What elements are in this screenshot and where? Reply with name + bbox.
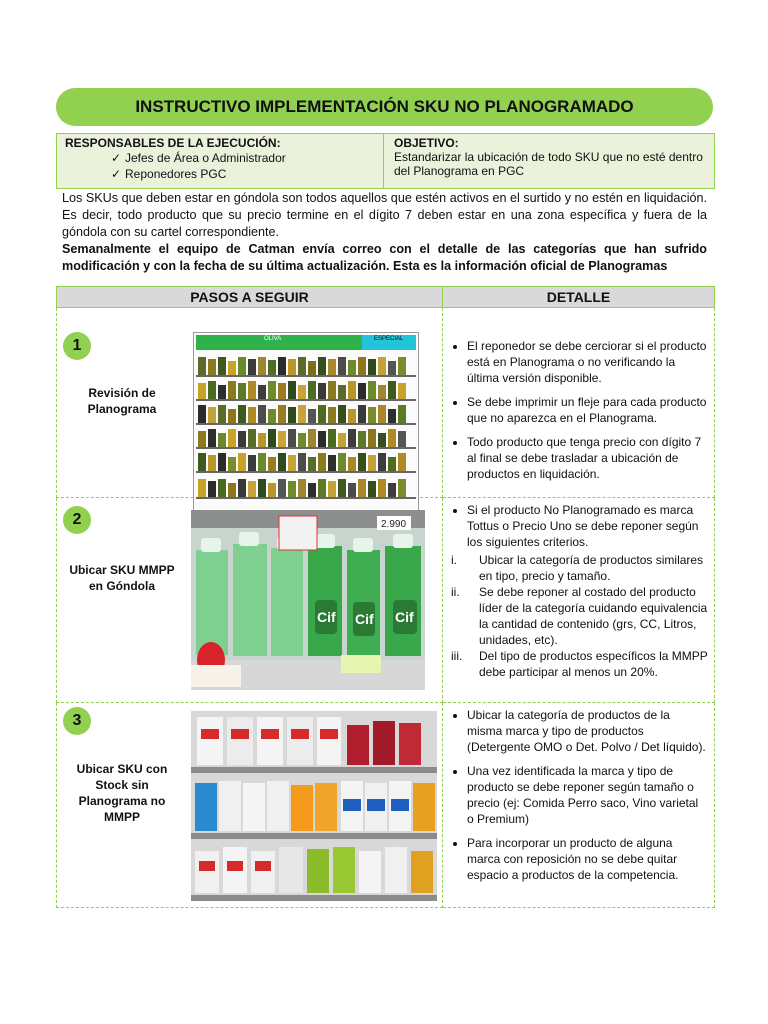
svg-text:Cif: Cif [317,609,336,625]
step-number-badge: 3 [63,707,91,735]
detail-bullet: • Se debe imprimir un fleje para cada producto que no aparezca en el Planograma. [467,394,708,426]
title-bar [56,88,713,126]
table-row [57,703,715,908]
step-label: Revisión de Planograma [87,386,157,416]
responsables-heading: RESPONSABLES DE LA EJECUCIÓN: [65,136,281,150]
objetivo-section [384,134,714,188]
photo-price-tag: 2.990 [381,519,407,530]
detail-bullet: • Si el producto No Planogramado es marca Tottus o Precio Uno se debe reponer según los siguientes criterios. [467,502,708,550]
criteria-item: ii. Se debe reponer al costado del producto líder de la categoría cuidando equivalencia la cantidad de contenido (grs, CC, Litros, unidades, etc). [451,585,708,647]
shelf-photo-detergents [191,711,437,901]
detail-cell [443,308,715,498]
detail-bullet: • Una vez identificada la marca y tipo de producto se debe reponer según tamaño o precio (ej: Comida Perro saco, Vino varietal o Premium) [467,763,708,827]
responsables-objetivo-box [56,133,715,189]
column-header-detalle: DETALLE [443,287,715,308]
detail-bullet: • Para incorporar un producto de alguna marca con reposición no se debe quitar espacio a productos de la competencia. [467,835,708,883]
step-cell [57,308,443,498]
objetivo-heading: OBJETIVO: [394,136,459,150]
shelf-photo-drawing [191,711,437,901]
intro-text [62,190,707,275]
planogram-header-right: ESPECIAL [374,336,404,342]
detail-bullet: • Ubicar la categoría de productos de la misma marca y tipo de productos (Detergente OMO o Det. Polvo / Det líquido). [467,707,708,755]
step-number-badge: 2 [63,506,91,534]
checkmark-icon: ✓ [111,167,122,181]
step-cell [57,703,443,908]
planogram-drawing [194,333,418,517]
svg-text:Cif: Cif [355,611,374,627]
criteria-item: iii. Del tipo de productos específicos la MMPP debe participar al menos un 20%. [451,649,708,679]
detail-cell [443,703,715,908]
shelf-photo-cleaning [191,510,425,690]
intro-bold-paragraph: Semanalmente el equipo de Catman envía correo con el detalle de las categorías que han sufrido modificación y con la fecha de su última actualización. Esta es la información oficial de Planogramas [62,242,707,273]
step-label: Ubicar SKU con Stock sin Planograma no MMPP [76,762,168,824]
step-cell [57,498,443,703]
planogram-image [193,332,419,518]
responsables-section [57,134,384,188]
objetivo-text: Estandarizar la ubicación de todo SKU que no esté dentro del Planograma en PGC [394,150,703,178]
detail-bullet: • El reponedor se debe cerciorar si el producto está en Planograma o no verificando la última versión disponible. [467,338,708,386]
planogram-header-left: OLIVA [264,336,282,342]
table-row [57,308,715,498]
step-number-badge: 1 [63,332,91,360]
column-header-pasos: PASOS A SEGUIR [57,287,443,308]
responsable-item: ✓ Reponedores PGC [111,167,227,181]
svg-text:Cif: Cif [395,609,414,625]
detail-bullet: • Todo producto que tenga precio con dígito 7 al final se debe trasladar a ubicación de productos en liquidación. [467,434,708,482]
intro-paragraph: Los SKUs que deben estar en góndola son todos aquellos que estén activos en el surtido y no estén en liquidación. Es decir, todo producto que su precio termine en el dígito 7 deben estar en una zona específica y fuera de la góndola con su cartel correspondiente. [62,191,707,239]
steps-table [56,286,715,908]
checkmark-icon: ✓ [111,151,122,165]
page-title: INSTRUCTIVO IMPLEMENTACIÓN SKU NO PLANOGRAMADO [135,97,634,116]
responsable-item: ✓ Jefes de Área o Administrador [111,151,286,165]
detail-cell [443,498,715,703]
criteria-item: i. Ubicar la categoría de productos similares en tipo, precio y tamaño. [451,553,704,583]
table-row [57,498,715,703]
step-label: Ubicar SKU MMPP en Góndola [69,563,175,593]
shelf-photo-drawing [191,510,425,690]
